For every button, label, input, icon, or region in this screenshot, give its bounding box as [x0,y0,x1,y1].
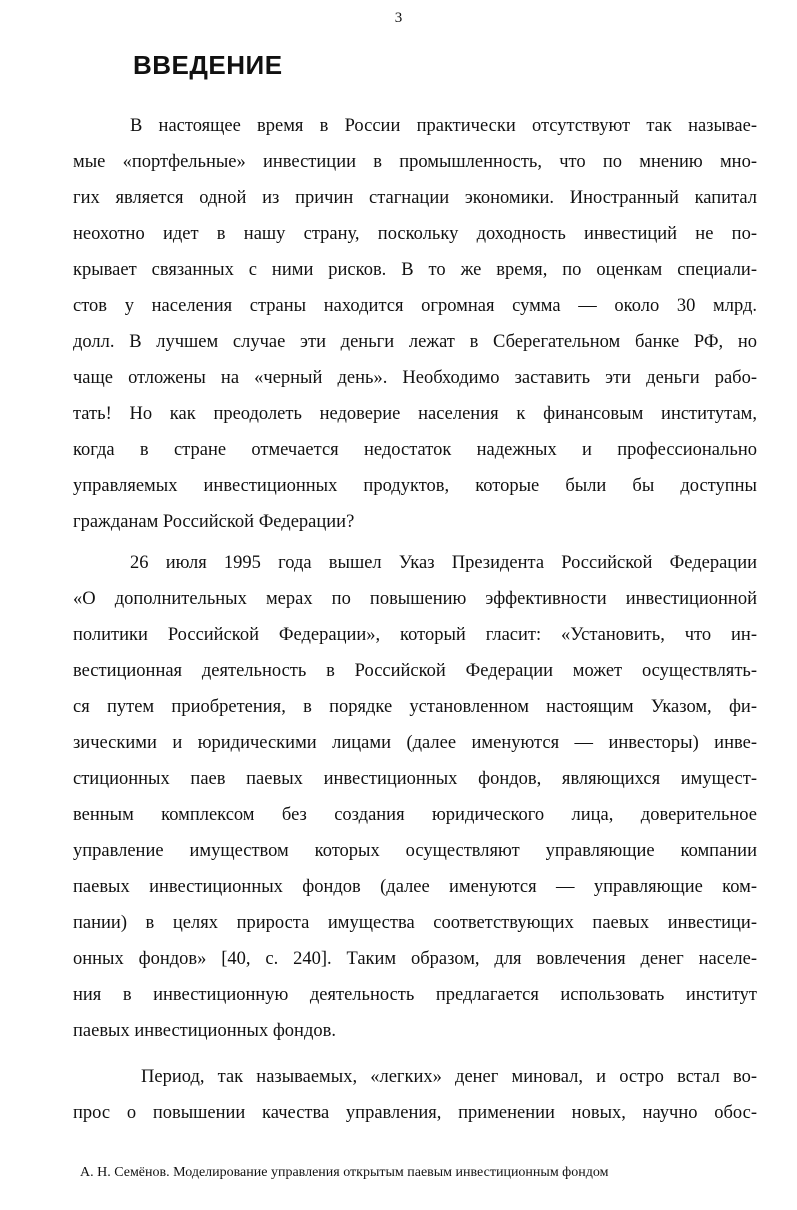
text-line: долл. В лучшем случае эти деньги лежат в Сберегательном банке РФ, но [73,332,757,352]
text-line: ся путем приобретения, в порядке установленном настоящим Указом, фи- [73,697,757,717]
text-line: когда в стране отмечается недостаток надежных и профессионально [73,440,757,460]
text-line: паевых инвестиционных фондов (далее именуются — управляющие ком- [73,877,757,897]
text-line: «О дополнительных мерах по повышению эффективности инвестиционной [73,589,757,609]
text-line: стиционных паев паевых инвестиционных фондов, являющихся имущест- [73,769,757,789]
text-line: Период, так называемых, «легких» денег миновал, и остро встал во- [141,1067,757,1087]
text-line: гражданам Российской Федерации? [73,512,355,532]
text-line: управление имуществом которых осуществляют управляющие компании [73,841,757,861]
text-line: стов у населения страны находится огромная сумма — около 30 млрд. [73,296,757,316]
heading: ВВЕДЕНИЕ [133,50,283,80]
text-line: венным комплексом без создания юридического лица, доверительное [73,805,757,825]
text-line: пании) в целях прироста имущества соответствующих паевых инвестици- [73,913,757,933]
text-line: вестиционная деятельность в Российской Федерации может осуществлять- [73,661,757,681]
page-number: 3 [394,10,403,26]
text-line: паевых инвестиционных фондов. [73,1021,336,1041]
footer: А. Н. Семёнов. Моделирование управления открытым паевым инвестиционным фондом [80,1165,609,1180]
text-line: политики Российской Федерации», который гласит: «Установить, что ин- [73,625,757,645]
text-line: тать! Но как преодолеть недоверие населения к финансовым институтам, [73,404,757,424]
text-line: крывает связанных с ними рисков. В то же время, по оценкам специали- [73,260,757,280]
text-line: В настоящее время в России практически отсутствуют так называе- [130,116,757,136]
text-line: мые «портфельные» инвестиции в промышленность, что по мнению мно- [73,152,757,172]
text-line: зическими и юридическими лицами (далее именуются — инвесторы) инве- [73,733,757,753]
text-line: гих является одной из причин стагнации экономики. Иностранный капитал [73,188,757,208]
text-line: ния в инвестиционную деятельность предлагается использовать институт [73,985,757,1005]
text-line: управляемых инвестиционных продуктов, которые были бы доступны [73,476,757,496]
text-line: прос о повышении качества управления, применении новых, научно обос- [73,1103,757,1123]
text-line: неохотно идет в нашу страну, поскольку доходность инвестиций не по- [73,224,757,244]
text-line: 26 июля 1995 года вышел Указ Президента Российской Федерации [130,553,757,573]
text-line: чаще отложены на «черный день». Необходимо заставить эти деньги рабо- [73,368,757,388]
text-line: онных фондов» [40, с. 240]. Таким образом, для вовлечения денег населе- [73,949,757,969]
